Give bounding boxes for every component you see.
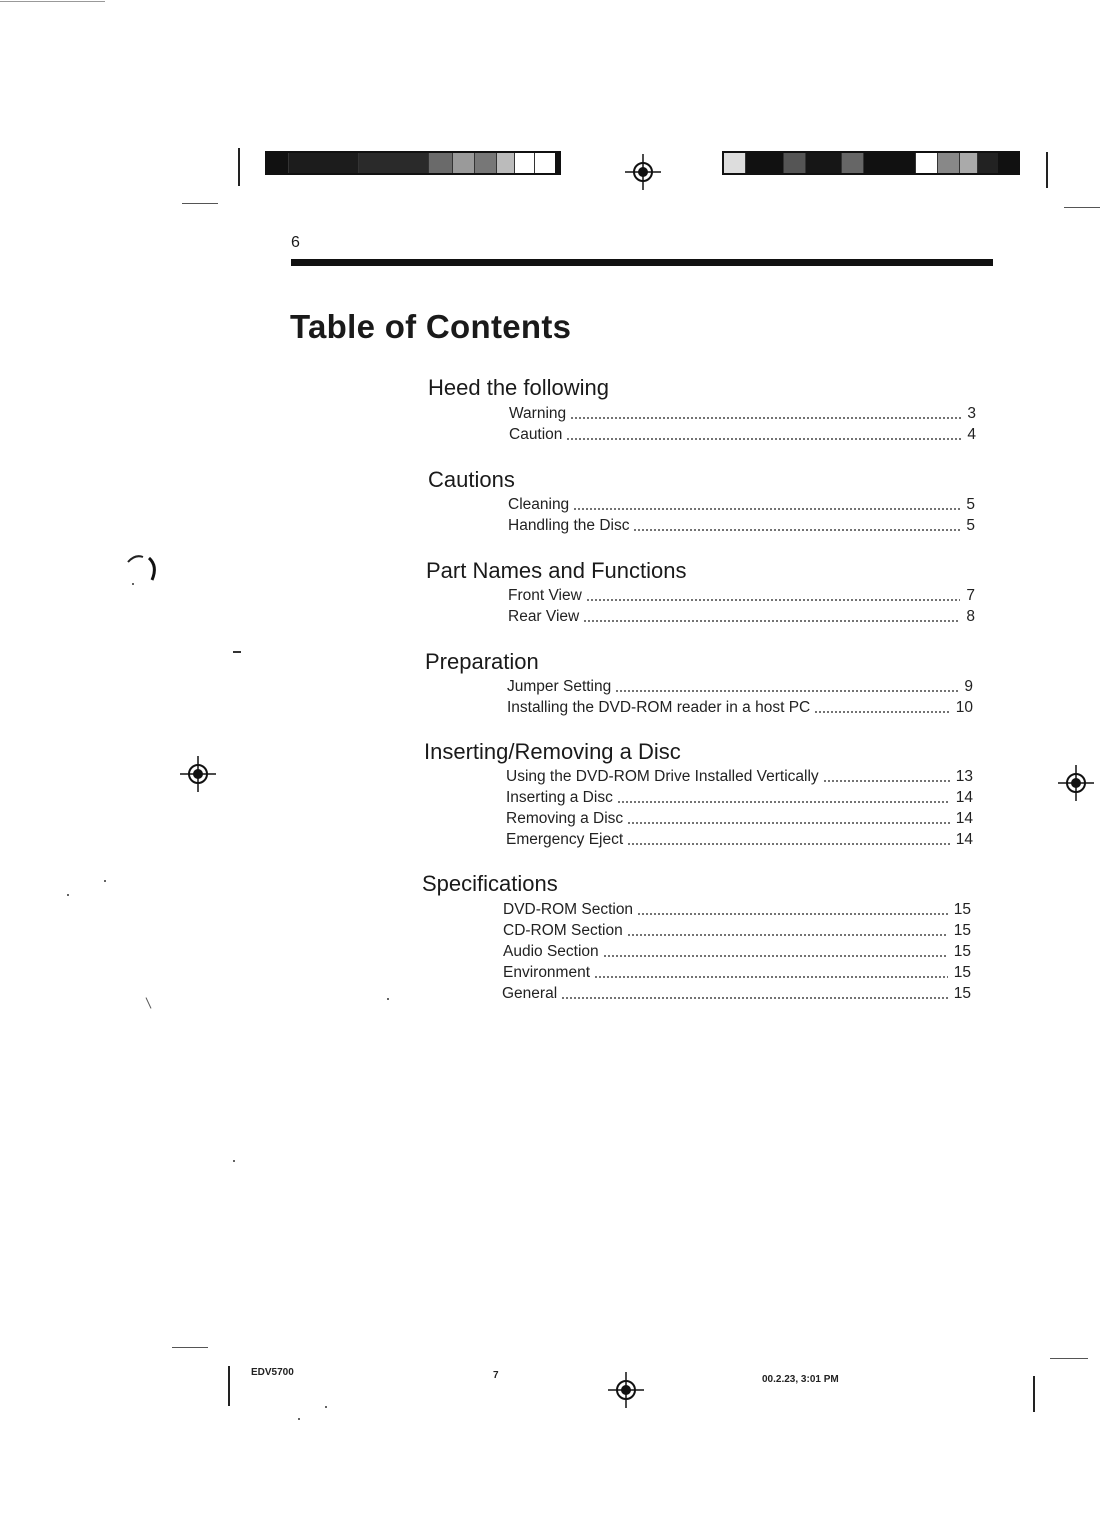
scan-artifact [146, 997, 152, 1008]
entry-page: 4 [967, 426, 976, 443]
dot-leader [570, 417, 961, 419]
entry-page: 14 [955, 789, 973, 806]
toc-entry[interactable] [503, 920, 971, 940]
dot-leader [633, 529, 960, 531]
dot-leader [823, 780, 950, 782]
footer-model: EDV5700 [251, 1367, 294, 1378]
registration-target-icon [608, 1372, 644, 1408]
entry-label: Installing the DVD-ROM reader in a host PC [507, 699, 811, 716]
entry-label: Using the DVD-ROM Drive Installed Vertically [506, 768, 819, 785]
entry-page: 7 [966, 587, 975, 604]
entry-label: Environment [503, 964, 591, 981]
crop-mark [238, 148, 240, 186]
dot-leader [627, 822, 950, 824]
entry-label: Cleaning [508, 496, 570, 513]
dot-leader [603, 955, 948, 957]
toc-entry[interactable] [509, 403, 976, 423]
entry-page: 15 [953, 943, 971, 960]
toc-entry[interactable] [506, 808, 973, 828]
crop-mark [1046, 152, 1048, 188]
toc-entry[interactable] [508, 606, 975, 626]
toc-entry[interactable] [507, 697, 973, 717]
toc-entry[interactable] [503, 962, 971, 982]
dot-leader [617, 801, 950, 803]
page-title: Table of Contents [290, 308, 572, 345]
entry-label: Handling the Disc [508, 517, 630, 534]
section-title: Specifications [422, 871, 558, 896]
scan-artifact [325, 1406, 327, 1408]
dot-leader [573, 508, 960, 510]
dot-leader [627, 934, 948, 936]
entry-label: Removing a Disc [506, 810, 624, 827]
entry-label: Emergency Eject [506, 831, 624, 848]
toc-entry[interactable] [502, 983, 971, 1003]
entry-page: 10 [955, 699, 973, 716]
crop-mark [1033, 1376, 1035, 1412]
header-rule [291, 259, 993, 266]
dot-leader [566, 438, 961, 440]
entry-label: CD-ROM Section [503, 922, 623, 939]
toc-entry[interactable] [503, 899, 971, 919]
footer-timestamp: 00.2.23, 3:01 PM [762, 1374, 839, 1385]
color-bar-left [265, 151, 561, 175]
color-bar-right [722, 151, 1020, 175]
entry-page: 14 [955, 810, 973, 827]
toc-entry[interactable] [509, 424, 976, 444]
crop-mark [1050, 1358, 1088, 1359]
registration-target-icon [625, 154, 661, 190]
entry-page: 5 [966, 517, 975, 534]
edge-mark [0, 1, 105, 2]
entry-page: 9 [964, 678, 973, 695]
entry-page: 13 [955, 768, 973, 785]
section-title: Heed the following [428, 375, 610, 400]
entry-page: 8 [966, 608, 975, 625]
entry-label: Jumper Setting [507, 678, 612, 695]
crop-mark [228, 1366, 230, 1406]
dot-leader [637, 913, 948, 915]
dot-leader [594, 976, 948, 978]
entry-page: 14 [955, 831, 973, 848]
toc-entry[interactable] [508, 494, 975, 514]
scan-artifact [233, 1160, 235, 1162]
section-title: Preparation [425, 649, 539, 674]
scan-artifact [387, 998, 389, 1000]
entry-page: 15 [953, 901, 971, 918]
crop-mark [182, 203, 218, 204]
entry-label: DVD-ROM Section [503, 901, 634, 918]
dot-leader [814, 711, 950, 713]
scan-artifact [125, 548, 165, 588]
registration-target-icon [180, 756, 216, 792]
toc-entry[interactable] [506, 787, 973, 807]
entry-label: Front View [508, 587, 582, 604]
crop-mark [1064, 207, 1100, 208]
dot-leader [561, 997, 948, 999]
toc-entry[interactable] [507, 676, 973, 696]
footer-sheet-number: 7 [493, 1370, 499, 1381]
entry-page: 15 [953, 964, 971, 981]
entry-label: Inserting a Disc [506, 789, 613, 806]
toc-entry[interactable] [508, 515, 975, 535]
toc-entry[interactable] [503, 941, 971, 961]
toc-entry[interactable] [506, 766, 973, 786]
entry-label: Warning [509, 405, 567, 422]
entry-page: 15 [953, 985, 971, 1002]
toc-entry[interactable] [508, 585, 975, 605]
page-number: 6 [291, 234, 300, 251]
entry-label: Audio Section [503, 943, 599, 960]
scan-artifact [233, 651, 241, 653]
scan-artifact [67, 894, 69, 896]
section-title: Inserting/Removing a Disc [424, 739, 681, 764]
dot-leader [615, 690, 958, 692]
dot-leader [586, 599, 961, 601]
section-title: Part Names and Functions [426, 558, 687, 583]
entry-page: 3 [967, 405, 976, 422]
entry-label: Caution [509, 426, 563, 443]
crop-mark [172, 1347, 208, 1348]
entry-page: 5 [966, 496, 975, 513]
dot-leader [627, 843, 950, 845]
scan-artifact [298, 1418, 300, 1420]
section-title: Cautions [428, 467, 515, 492]
scan-artifact [104, 880, 106, 882]
entry-label: Rear View [508, 608, 580, 625]
entry-label: General [502, 985, 558, 1002]
toc-entry[interactable] [506, 829, 973, 849]
entry-page: 15 [953, 922, 971, 939]
registration-target-icon [1058, 765, 1094, 801]
dot-leader [583, 620, 960, 622]
